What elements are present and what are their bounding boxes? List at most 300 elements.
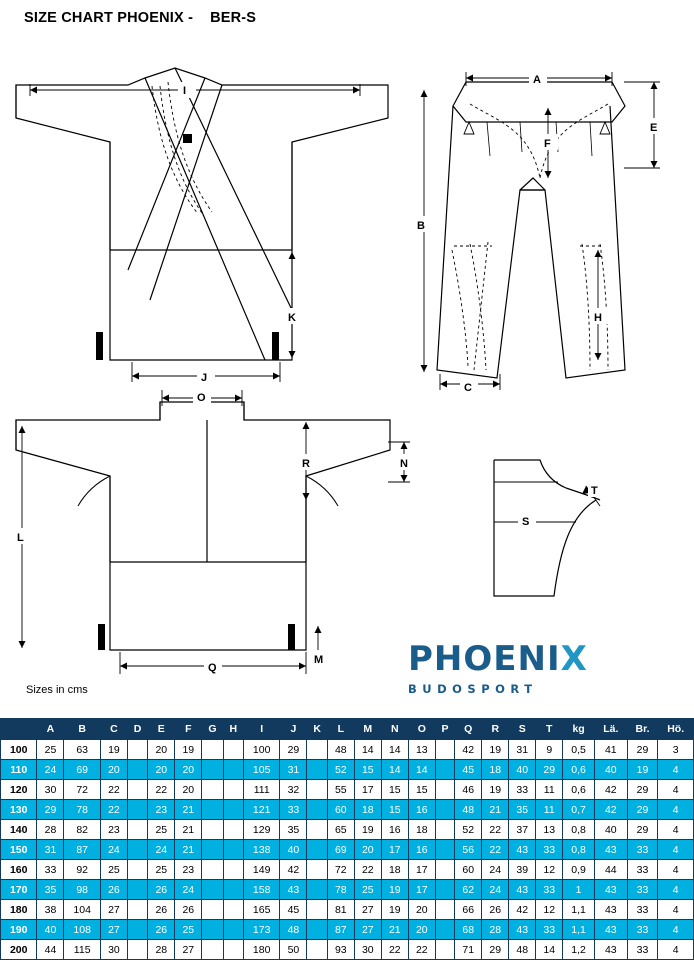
svg-text:H: H — [594, 312, 602, 324]
size-chart-table — [0, 718, 694, 960]
table-cell: 52 — [327, 760, 354, 780]
table-cell — [223, 900, 243, 920]
svg-text:T: T — [591, 485, 598, 497]
table-cell: 19 — [381, 900, 408, 920]
table-cell: 1,2 — [563, 940, 595, 960]
column-header-t: T — [536, 719, 563, 740]
table-cell: 43 — [509, 880, 536, 900]
row-header-size: 120 — [1, 780, 37, 800]
table-cell: 40 — [37, 920, 64, 940]
table-cell: 24 — [37, 760, 64, 780]
table-cell: 20 — [100, 760, 127, 780]
table-cell: 4 — [658, 860, 694, 880]
column-header-c: C — [100, 719, 127, 740]
table-cell: 29 — [627, 740, 658, 760]
svg-text:Q: Q — [208, 662, 217, 674]
table-cell: 31 — [37, 840, 64, 860]
table-cell: 18 — [354, 800, 381, 820]
table-cell — [127, 920, 147, 940]
table-cell: 165 — [243, 900, 279, 920]
table-cell — [435, 800, 454, 820]
table-cell: 19 — [482, 740, 509, 760]
svg-text:L: L — [17, 532, 24, 544]
table-cell — [223, 920, 243, 940]
row-header-size: 180 — [1, 900, 37, 920]
table-cell: 4 — [658, 780, 694, 800]
table-cell — [202, 840, 223, 860]
table-cell: 17 — [381, 840, 408, 860]
table-cell — [307, 840, 327, 860]
table-cell — [435, 900, 454, 920]
table-cell: 25 — [37, 740, 64, 760]
table-cell: 30 — [354, 940, 381, 960]
table-header-row — [1, 719, 694, 740]
table-cell: 27 — [100, 920, 127, 940]
table-cell: 22 — [148, 780, 175, 800]
table-cell: 42 — [594, 780, 627, 800]
table-cell: 111 — [243, 780, 279, 800]
column-header-f: F — [175, 719, 202, 740]
table-cell: 38 — [37, 900, 64, 920]
table-cell: 4 — [658, 920, 694, 940]
column-header-r: R — [482, 719, 509, 740]
table-cell: 21 — [175, 820, 202, 840]
table-cell: 33 — [627, 880, 658, 900]
table-cell: 13 — [536, 820, 563, 840]
table-cell: 29 — [482, 940, 509, 960]
table-cell — [307, 780, 327, 800]
table-cell: 40 — [594, 820, 627, 840]
table-cell: 25 — [148, 820, 175, 840]
table-cell: 40 — [509, 760, 536, 780]
table-cell — [127, 860, 147, 880]
table-cell: 9 — [536, 740, 563, 760]
table-cell: 14 — [381, 760, 408, 780]
table-cell: 18 — [381, 860, 408, 880]
table-cell: 28 — [148, 940, 175, 960]
table-cell: 41 — [594, 740, 627, 760]
table-cell: 17 — [354, 780, 381, 800]
table-cell: 3 — [658, 740, 694, 760]
table-cell: 98 — [64, 880, 100, 900]
table-cell — [127, 760, 147, 780]
table-cell — [307, 860, 327, 880]
table-cell: 69 — [327, 840, 354, 860]
table-cell: 45 — [455, 760, 482, 780]
table-cell — [202, 900, 223, 920]
brand-name — [408, 639, 658, 679]
table-cell: 24 — [100, 840, 127, 860]
row-header-size: 160 — [1, 860, 37, 880]
table-cell: 43 — [280, 880, 307, 900]
table-cell: 72 — [327, 860, 354, 880]
table-cell — [202, 940, 223, 960]
table-cell: 0,5 — [563, 740, 595, 760]
table-cell: 115 — [64, 940, 100, 960]
table-cell — [223, 860, 243, 880]
table-cell: 22 — [354, 860, 381, 880]
table-cell — [127, 780, 147, 800]
table-cell: 82 — [64, 820, 100, 840]
table-cell: 26 — [148, 920, 175, 940]
page-title: SIZE CHART PHOENIX - BER-S — [24, 10, 257, 26]
table-cell — [127, 940, 147, 960]
table-cell: 23 — [100, 820, 127, 840]
table-cell — [223, 800, 243, 820]
table-cell: 108 — [64, 920, 100, 940]
table-cell: 42 — [509, 900, 536, 920]
table-cell: 20 — [148, 760, 175, 780]
table-cell: 4 — [658, 820, 694, 840]
row-header-size: 200 — [1, 940, 37, 960]
table-cell: 29 — [280, 740, 307, 760]
table-cell: 4 — [658, 800, 694, 820]
table-body — [1, 740, 694, 960]
table-cell: 43 — [594, 900, 627, 920]
table-cell — [202, 780, 223, 800]
table-cell: 50 — [280, 940, 307, 960]
table-cell: 35 — [280, 820, 307, 840]
table-cell: 33 — [627, 840, 658, 860]
table-cell: 1,1 — [563, 920, 595, 940]
table-cell: 11 — [536, 800, 563, 820]
table-cell: 11 — [536, 780, 563, 800]
column-header-size — [1, 719, 37, 740]
table-cell — [223, 780, 243, 800]
column-header-n: N — [381, 719, 408, 740]
table-cell: 35 — [37, 880, 64, 900]
table-cell: 25 — [175, 920, 202, 940]
table-cell: 16 — [381, 820, 408, 840]
table-cell: 20 — [175, 760, 202, 780]
table-cell: 0,6 — [563, 780, 595, 800]
table-cell: 81 — [327, 900, 354, 920]
table-cell: 25 — [148, 860, 175, 880]
table-cell: 4 — [658, 940, 694, 960]
table-cell: 17 — [408, 860, 435, 880]
table-cell — [202, 860, 223, 880]
table-cell: 26 — [100, 880, 127, 900]
table-cell — [435, 880, 454, 900]
table-cell — [307, 880, 327, 900]
table-cell: 33 — [536, 840, 563, 860]
units-note: Sizes in cms — [26, 684, 88, 696]
column-header-g: G — [202, 719, 223, 740]
table-cell — [202, 880, 223, 900]
table-cell: 48 — [455, 800, 482, 820]
table-cell: 17 — [408, 880, 435, 900]
svg-text:S: S — [522, 516, 530, 528]
table-cell: 158 — [243, 880, 279, 900]
table-cell: 43 — [594, 920, 627, 940]
column-header-i: I — [243, 719, 279, 740]
table-cell: 30 — [37, 780, 64, 800]
row-header-size: 140 — [1, 820, 37, 840]
table-cell: 65 — [327, 820, 354, 840]
table-cell — [435, 920, 454, 940]
table-cell: 33 — [280, 800, 307, 820]
table-cell: 180 — [243, 940, 279, 960]
table-cell: 33 — [627, 860, 658, 880]
table-cell: 21 — [381, 920, 408, 940]
table-cell: 24 — [175, 880, 202, 900]
table-cell — [307, 760, 327, 780]
table-cell — [223, 820, 243, 840]
table-cell: 21 — [482, 800, 509, 820]
table-cell: 92 — [64, 860, 100, 880]
table-cell: 20 — [148, 740, 175, 760]
table-cell: 19 — [175, 740, 202, 760]
table-cell: 62 — [455, 880, 482, 900]
table-row — [1, 780, 694, 800]
table-cell: 20 — [408, 920, 435, 940]
brand-logo — [408, 639, 658, 708]
table-cell: 37 — [509, 820, 536, 840]
table-row — [1, 760, 694, 780]
table-cell: 48 — [327, 740, 354, 760]
row-header-size: 110 — [1, 760, 37, 780]
svg-text:J: J — [201, 372, 208, 384]
table-cell: 149 — [243, 860, 279, 880]
table-cell: 121 — [243, 800, 279, 820]
table-cell — [202, 760, 223, 780]
column-header-o: O — [408, 719, 435, 740]
table-cell: 26 — [148, 900, 175, 920]
row-header-size: 150 — [1, 840, 37, 860]
svg-text:A: A — [533, 74, 541, 86]
table-cell: 138 — [243, 840, 279, 860]
column-header-kg: kg — [563, 719, 595, 740]
table-cell — [223, 740, 243, 760]
table-cell — [435, 940, 454, 960]
svg-text:I: I — [183, 85, 187, 97]
table-cell: 42 — [280, 860, 307, 880]
table-cell: 55 — [327, 780, 354, 800]
table-cell: 93 — [327, 940, 354, 960]
table-cell: 1 — [563, 880, 595, 900]
column-header-a: A — [37, 719, 64, 740]
table-cell: 40 — [594, 760, 627, 780]
table-cell: 40 — [280, 840, 307, 860]
table-cell — [127, 840, 147, 860]
column-header-p: P — [435, 719, 454, 740]
table-cell — [223, 880, 243, 900]
row-header-size: 100 — [1, 740, 37, 760]
table-cell: 33 — [536, 920, 563, 940]
table-cell: 0,8 — [563, 840, 595, 860]
table-cell: 44 — [594, 860, 627, 880]
column-header-m: M — [354, 719, 381, 740]
column-header-h: Hö. — [658, 719, 694, 740]
table-cell: 29 — [37, 800, 64, 820]
row-header-size: 170 — [1, 880, 37, 900]
brand-tagline: BUDOSPORT — [408, 682, 538, 696]
table-cell: 78 — [64, 800, 100, 820]
table-cell: 60 — [327, 800, 354, 820]
table-row — [1, 920, 694, 940]
table-cell — [307, 940, 327, 960]
table-cell: 13 — [408, 740, 435, 760]
table-cell: 26 — [482, 900, 509, 920]
table-row — [1, 860, 694, 880]
table-cell: 68 — [455, 920, 482, 940]
column-header-e: E — [148, 719, 175, 740]
table-cell — [127, 900, 147, 920]
brand-name-text: PHOENI — [408, 639, 561, 679]
table-cell: 78 — [327, 880, 354, 900]
table-row — [1, 820, 694, 840]
table-cell: 18 — [408, 820, 435, 840]
table-cell: 20 — [408, 900, 435, 920]
table-cell: 71 — [455, 940, 482, 960]
column-header-b: B — [64, 719, 100, 740]
table-cell — [127, 740, 147, 760]
column-header-h: H — [223, 719, 243, 740]
table-cell: 22 — [100, 780, 127, 800]
table-cell: 44 — [37, 940, 64, 960]
table-cell: 30 — [100, 940, 127, 960]
table-cell — [202, 820, 223, 840]
table-cell: 52 — [455, 820, 482, 840]
table-cell: 1,1 — [563, 900, 595, 920]
table-cell: 16 — [408, 800, 435, 820]
table-cell: 26 — [148, 880, 175, 900]
table-cell: 24 — [482, 880, 509, 900]
table-cell — [223, 760, 243, 780]
table-cell: 19 — [100, 740, 127, 760]
table-cell: 29 — [627, 800, 658, 820]
table-cell: 33 — [536, 880, 563, 900]
garment-diagrams — [0, 30, 694, 690]
table-cell: 35 — [509, 800, 536, 820]
table-cell — [435, 820, 454, 840]
svg-text:N: N — [400, 458, 408, 470]
column-header-br: Br. — [627, 719, 658, 740]
table-cell: 129 — [243, 820, 279, 840]
table-cell: 0,6 — [563, 760, 595, 780]
table-cell: 18 — [482, 760, 509, 780]
svg-text:M: M — [314, 654, 324, 666]
table-cell — [223, 940, 243, 960]
column-header-s: S — [509, 719, 536, 740]
table-cell: 0,9 — [563, 860, 595, 880]
table-cell: 14 — [536, 940, 563, 960]
table-cell: 21 — [175, 800, 202, 820]
row-header-size: 130 — [1, 800, 37, 820]
table-cell: 23 — [175, 860, 202, 880]
table-row — [1, 740, 694, 760]
table-cell — [435, 760, 454, 780]
table-cell — [307, 800, 327, 820]
table-cell: 56 — [455, 840, 482, 860]
table-cell: 42 — [594, 800, 627, 820]
table-cell: 15 — [354, 760, 381, 780]
table-cell: 27 — [354, 920, 381, 940]
table-cell: 22 — [408, 940, 435, 960]
table-row — [1, 900, 694, 920]
table-cell: 25 — [100, 860, 127, 880]
column-header-d: D — [127, 719, 147, 740]
row-header-size: 190 — [1, 920, 37, 940]
table-cell: 25 — [354, 880, 381, 900]
table-cell: 15 — [381, 780, 408, 800]
table-cell: 12 — [536, 900, 563, 920]
table-cell: 24 — [148, 840, 175, 860]
table-cell: 46 — [455, 780, 482, 800]
table-cell: 43 — [594, 940, 627, 960]
table-cell: 14 — [354, 740, 381, 760]
table-cell: 32 — [280, 780, 307, 800]
brand-name-accent: X — [560, 639, 588, 679]
table-cell: 14 — [381, 740, 408, 760]
table-cell: 29 — [627, 820, 658, 840]
table-cell: 22 — [482, 840, 509, 860]
table-cell: 20 — [354, 840, 381, 860]
table-cell: 87 — [64, 840, 100, 860]
table-cell — [435, 860, 454, 880]
table-cell: 4 — [658, 840, 694, 860]
table-cell: 63 — [64, 740, 100, 760]
table-row — [1, 840, 694, 860]
table-cell — [435, 840, 454, 860]
table-cell: 27 — [354, 900, 381, 920]
table-cell: 28 — [482, 920, 509, 940]
table-cell: 43 — [594, 880, 627, 900]
table-cell: 173 — [243, 920, 279, 940]
svg-text:B: B — [417, 220, 425, 232]
table-cell: 12 — [536, 860, 563, 880]
table-cell: 33 — [627, 900, 658, 920]
table-row — [1, 940, 694, 960]
table-cell: 43 — [509, 840, 536, 860]
table-cell: 31 — [280, 760, 307, 780]
table-cell: 48 — [509, 940, 536, 960]
svg-text:K: K — [288, 312, 296, 324]
table-cell: 27 — [100, 900, 127, 920]
table-cell: 19 — [627, 760, 658, 780]
table-cell — [202, 800, 223, 820]
table-cell: 39 — [509, 860, 536, 880]
svg-text:F: F — [544, 138, 551, 150]
column-header-k: K — [307, 719, 327, 740]
table-cell — [435, 780, 454, 800]
svg-text:O: O — [197, 392, 206, 404]
table-cell: 26 — [175, 900, 202, 920]
table-cell: 66 — [455, 900, 482, 920]
table-cell — [202, 920, 223, 940]
table-cell: 100 — [243, 740, 279, 760]
column-header-j: J — [280, 719, 307, 740]
table-cell: 33 — [509, 780, 536, 800]
table-cell: 14 — [408, 760, 435, 780]
table-cell — [223, 840, 243, 860]
table-cell — [127, 800, 147, 820]
table-cell — [202, 740, 223, 760]
table-cell — [307, 820, 327, 840]
table-cell: 29 — [536, 760, 563, 780]
table-cell: 45 — [280, 900, 307, 920]
table-cell: 69 — [64, 760, 100, 780]
table-cell: 33 — [627, 940, 658, 960]
table-cell: 87 — [327, 920, 354, 940]
table-row — [1, 800, 694, 820]
table-cell: 48 — [280, 920, 307, 940]
table-cell: 20 — [175, 780, 202, 800]
table-cell: 4 — [658, 880, 694, 900]
table-cell: 16 — [408, 840, 435, 860]
svg-text:C: C — [464, 382, 472, 394]
table-cell: 24 — [482, 860, 509, 880]
